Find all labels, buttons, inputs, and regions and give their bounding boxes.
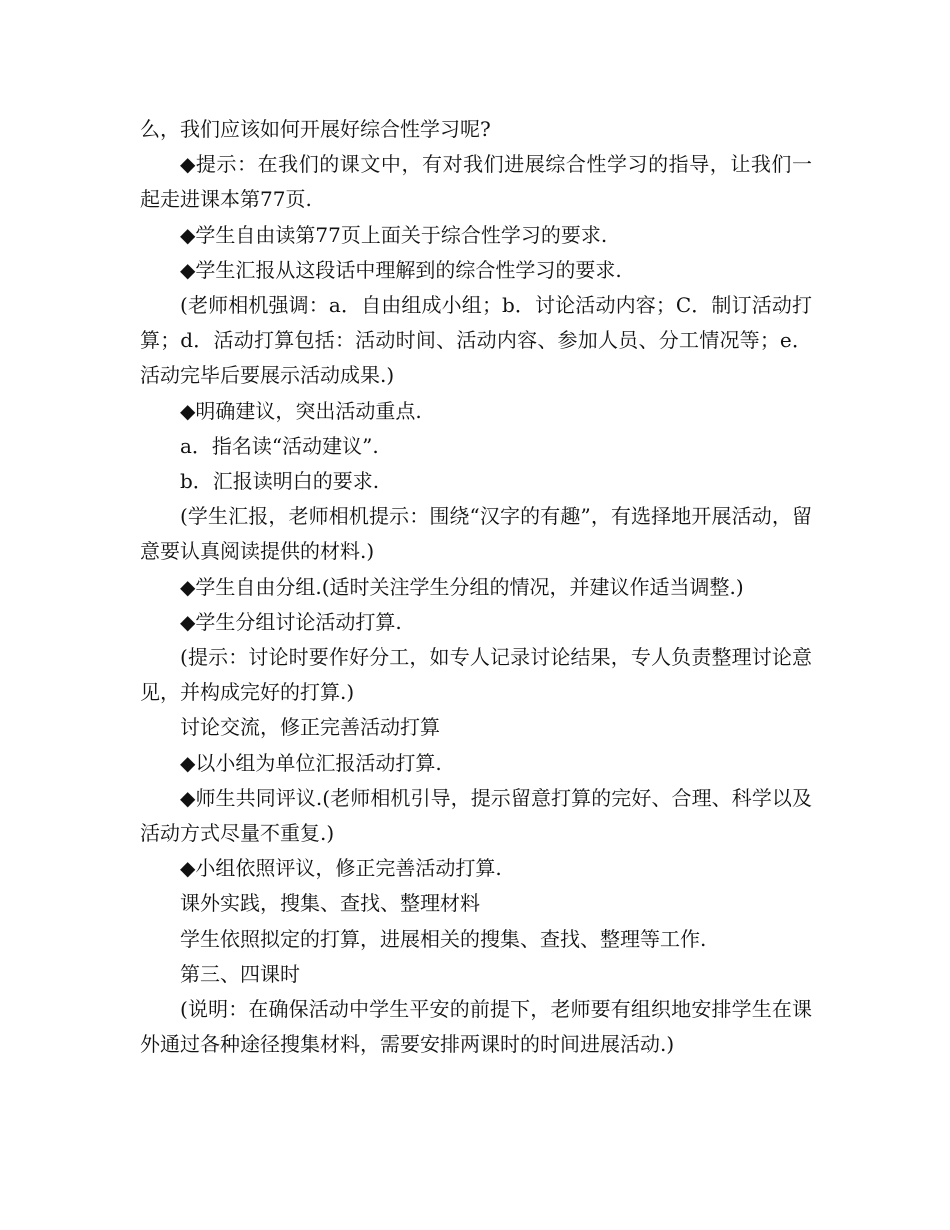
- paragraph-practice-work: 学生依照拟定的打算，进展相关的搜集、查找、整理等工作.: [180, 926, 707, 951]
- paragraph-student-report: ◆学生汇报从这段话中理解到的综合性学习的要求.: [180, 257, 622, 282]
- paragraph-group-discussion: ◆学生分组讨论活动打算.: [180, 609, 402, 634]
- paragraph-hint-textbook: ◆提示：在我们的课文中，有对我们进展综合性学习的指导，让我们一起走进课本第77页.: [140, 152, 812, 212]
- paragraph-teacher-emphasis: (老师相机强调：a．自由组成小组；b．讨论活动内容；C．制订活动打算；d．活动打算包括：活动时间、活动内容、参加人员、分工情况等；e．活动完毕后要展示活动成果.): [140, 293, 812, 388]
- paragraph-teacher-hint: (学生汇报，老师相机提示：围绕“汉字的有趣”，有选择地开展活动，留意要认真阅读提供的材料.): [140, 504, 812, 564]
- paragraph-group-report: ◆以小组为单位汇报活动打算.: [180, 750, 442, 775]
- paragraph-revise-plan: ◆小组依照评议，修正完善活动打算.: [180, 856, 502, 881]
- paragraph-joint-review: ◆师生共同评议.(老师相机引导，提示留意打算的完好、合理、科学以及活动方式尽量不重复.): [140, 785, 812, 846]
- paragraph-clarify-suggestions: ◆明确建议，突出活动重点.: [180, 398, 422, 423]
- paragraph-grouping: ◆学生自由分组.(适时关注学生分组的情况，并建议作适当调整.): [180, 574, 744, 599]
- paragraph-lesson-note: (说明：在确保活动中学生平安的前提下，老师要有组织地安排学生在课外通过各种途径搜集材料，需要安排两课时的时间进展活动.): [140, 997, 812, 1057]
- paragraph-discussion-hint: (提示：讨论时要作好分工，如专人记录讨论结果，专人负责整理讨论意见，并构成完好的打算.): [140, 645, 812, 705]
- paragraph-discussion-exchange: 讨论交流，修正完善活动打算: [180, 715, 440, 740]
- paragraph-practice-heading: 课外实践，搜集、查找、整理材料: [180, 891, 480, 916]
- paragraph-continuation: 么，我们应该如何开展好综合性学习呢?: [140, 117, 491, 141]
- paragraph-read-suggestions: a．指名读“活动建议”.: [180, 433, 379, 458]
- paragraph-free-reading: ◆学生自由读第77页上面关于综合性学习的要求.: [180, 222, 608, 247]
- document-body: [140, 112, 812, 1062]
- paragraph-lesson-heading: 第三、四课时: [180, 961, 300, 986]
- paragraph-report-requirements: b．汇报读明白的要求.: [180, 469, 380, 494]
